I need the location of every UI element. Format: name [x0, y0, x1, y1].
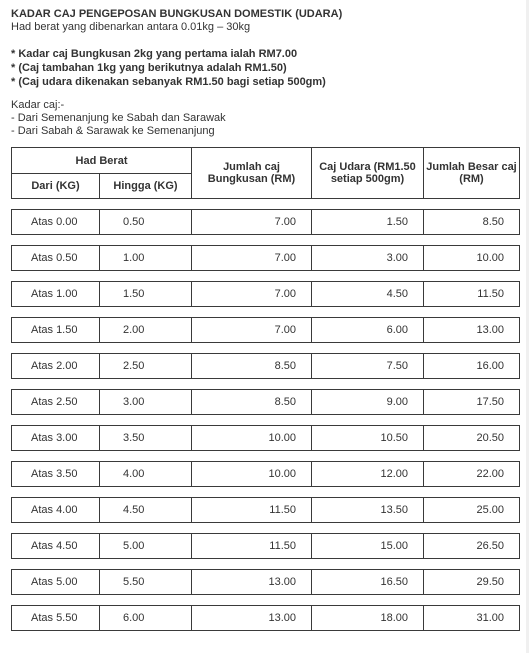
kadar-block	[11, 99, 529, 138]
cell-caj-udara: 15.00	[312, 534, 424, 559]
cell-hingga: 0.50	[100, 210, 192, 235]
cell-hingga: 2.00	[100, 318, 192, 343]
cell-jumlah-caj: 8.50	[192, 390, 312, 415]
header-dari: Dari (KG)	[12, 174, 100, 199]
cell-caj-udara: 18.00	[312, 606, 424, 631]
cell-caj-udara: 3.00	[312, 246, 424, 271]
row-spacer	[12, 235, 520, 246]
row-spacer	[12, 307, 520, 318]
cell-hingga: 1.00	[100, 246, 192, 271]
rates-table	[11, 147, 520, 631]
route-item: - Dari Sabah & Sarawak ke Semenanjung	[11, 125, 215, 137]
spacer-cell	[12, 379, 520, 390]
row-spacer	[12, 379, 520, 390]
spacer-cell	[12, 523, 520, 534]
cell-caj-udara: 13.50	[312, 498, 424, 523]
spacer-cell	[12, 199, 520, 210]
spacer-cell	[12, 307, 520, 318]
cell-dari: Atas 0.00	[12, 210, 100, 235]
cell-jumlah-besar: 20.50	[424, 426, 520, 451]
cell-jumlah-besar: 26.50	[424, 534, 520, 559]
cell-caj-udara: 16.50	[312, 570, 424, 595]
table-row	[12, 246, 520, 271]
header-jumlah-besar: Jumlah Besar caj (RM)	[424, 148, 520, 199]
row-spacer	[12, 559, 520, 570]
cell-hingga: 5.50	[100, 570, 192, 595]
cell-hingga: 3.00	[100, 390, 192, 415]
row-spacer	[12, 523, 520, 534]
cell-dari: Atas 0.50	[12, 246, 100, 271]
cell-jumlah-caj: 13.00	[192, 606, 312, 631]
row-spacer	[12, 451, 520, 462]
note-additional-1kg: * (Caj tambahan 1kg yang berikutnya adalah RM1.50)	[11, 62, 287, 74]
cell-caj-udara: 4.50	[312, 282, 424, 307]
note-air-charge: * (Caj udara dikenakan sebanyak RM1.50 bagi setiap 500gm)	[11, 76, 326, 88]
table-row	[12, 570, 520, 595]
cell-hingga: 4.50	[100, 498, 192, 523]
cell-jumlah-besar: 13.00	[424, 318, 520, 343]
cell-dari: Atas 3.50	[12, 462, 100, 487]
row-spacer	[12, 595, 520, 606]
row-spacer	[12, 487, 520, 498]
spacer-cell	[12, 271, 520, 282]
cell-dari: Atas 3.00	[12, 426, 100, 451]
cell-caj-udara: 9.00	[312, 390, 424, 415]
header-caj-udara: Caj Udara (RM1.50 setiap 500gm)	[312, 148, 424, 199]
table-row	[12, 282, 520, 307]
row-spacer	[12, 415, 520, 426]
cell-caj-udara: 6.00	[312, 318, 424, 343]
cell-jumlah-caj: 7.00	[192, 282, 312, 307]
table-row	[12, 462, 520, 487]
table-row	[12, 498, 520, 523]
cell-jumlah-caj: 11.50	[192, 534, 312, 559]
kadar-heading: Kadar caj:-	[11, 99, 65, 111]
cell-hingga: 3.50	[100, 426, 192, 451]
cell-caj-udara: 7.50	[312, 354, 424, 379]
cell-jumlah-besar: 11.50	[424, 282, 520, 307]
cell-dari: Atas 4.50	[12, 534, 100, 559]
spacer-cell	[12, 559, 520, 570]
weight-limit-text: Had berat yang dibenarkan antara 0.01kg – 30kg	[11, 21, 251, 33]
table-row	[12, 390, 520, 415]
cell-jumlah-caj: 8.50	[192, 354, 312, 379]
cell-jumlah-caj: 11.50	[192, 498, 312, 523]
header-hingga: Hingga (KG)	[100, 174, 192, 199]
spacer-cell	[12, 235, 520, 246]
header-had-berat: Had Berat	[12, 148, 192, 174]
cell-dari: Atas 2.50	[12, 390, 100, 415]
cell-jumlah-caj: 7.00	[192, 210, 312, 235]
spacer-cell	[12, 451, 520, 462]
cell-dari: Atas 1.50	[12, 318, 100, 343]
table-row	[12, 354, 520, 379]
table-body	[12, 199, 520, 631]
cell-caj-udara: 10.50	[312, 426, 424, 451]
row-spacer	[12, 199, 520, 210]
table-row	[12, 534, 520, 559]
cell-hingga: 5.00	[100, 534, 192, 559]
cell-dari: Atas 5.50	[12, 606, 100, 631]
cell-hingga: 1.50	[100, 282, 192, 307]
header-jumlah-caj: Jumlah caj Bungkusan (RM)	[192, 148, 312, 199]
cell-hingga: 2.50	[100, 354, 192, 379]
cell-jumlah-besar: 31.00	[424, 606, 520, 631]
cell-dari: Atas 1.00	[12, 282, 100, 307]
spacer-cell	[12, 343, 520, 354]
cell-jumlah-caj: 7.00	[192, 246, 312, 271]
cell-jumlah-besar: 8.50	[424, 210, 520, 235]
page-title: KADAR CAJ PENGEPOSAN BUNGKUSAN DOMESTIK (UDARA)	[11, 8, 343, 20]
table-row	[12, 318, 520, 343]
cell-jumlah-caj: 13.00	[192, 570, 312, 595]
cell-dari: Atas 5.00	[12, 570, 100, 595]
cell-dari: Atas 4.00	[12, 498, 100, 523]
cell-hingga: 6.00	[100, 606, 192, 631]
table-row	[12, 210, 520, 235]
row-spacer	[12, 343, 520, 354]
table-row	[12, 426, 520, 451]
cell-caj-udara: 12.00	[312, 462, 424, 487]
cell-jumlah-besar: 16.00	[424, 354, 520, 379]
cell-jumlah-besar: 29.50	[424, 570, 520, 595]
spacer-cell	[12, 595, 520, 606]
notes-block	[11, 47, 529, 89]
cell-jumlah-caj: 10.00	[192, 462, 312, 487]
cell-caj-udara: 1.50	[312, 210, 424, 235]
cell-jumlah-caj: 10.00	[192, 426, 312, 451]
cell-jumlah-besar: 22.00	[424, 462, 520, 487]
cell-dari: Atas 2.00	[12, 354, 100, 379]
row-spacer	[12, 271, 520, 282]
route-item: - Dari Semenanjung ke Sabah dan Sarawak	[11, 112, 226, 124]
cell-jumlah-besar: 25.00	[424, 498, 520, 523]
table-row	[12, 606, 520, 631]
spacer-cell	[12, 415, 520, 426]
spacer-cell	[12, 487, 520, 498]
cell-jumlah-caj: 7.00	[192, 318, 312, 343]
cell-jumlah-besar: 17.50	[424, 390, 520, 415]
cell-hingga: 4.00	[100, 462, 192, 487]
cell-jumlah-besar: 10.00	[424, 246, 520, 271]
note-first-2kg: * Kadar caj Bungkusan 2kg yang pertama ialah RM7.00	[11, 48, 298, 60]
